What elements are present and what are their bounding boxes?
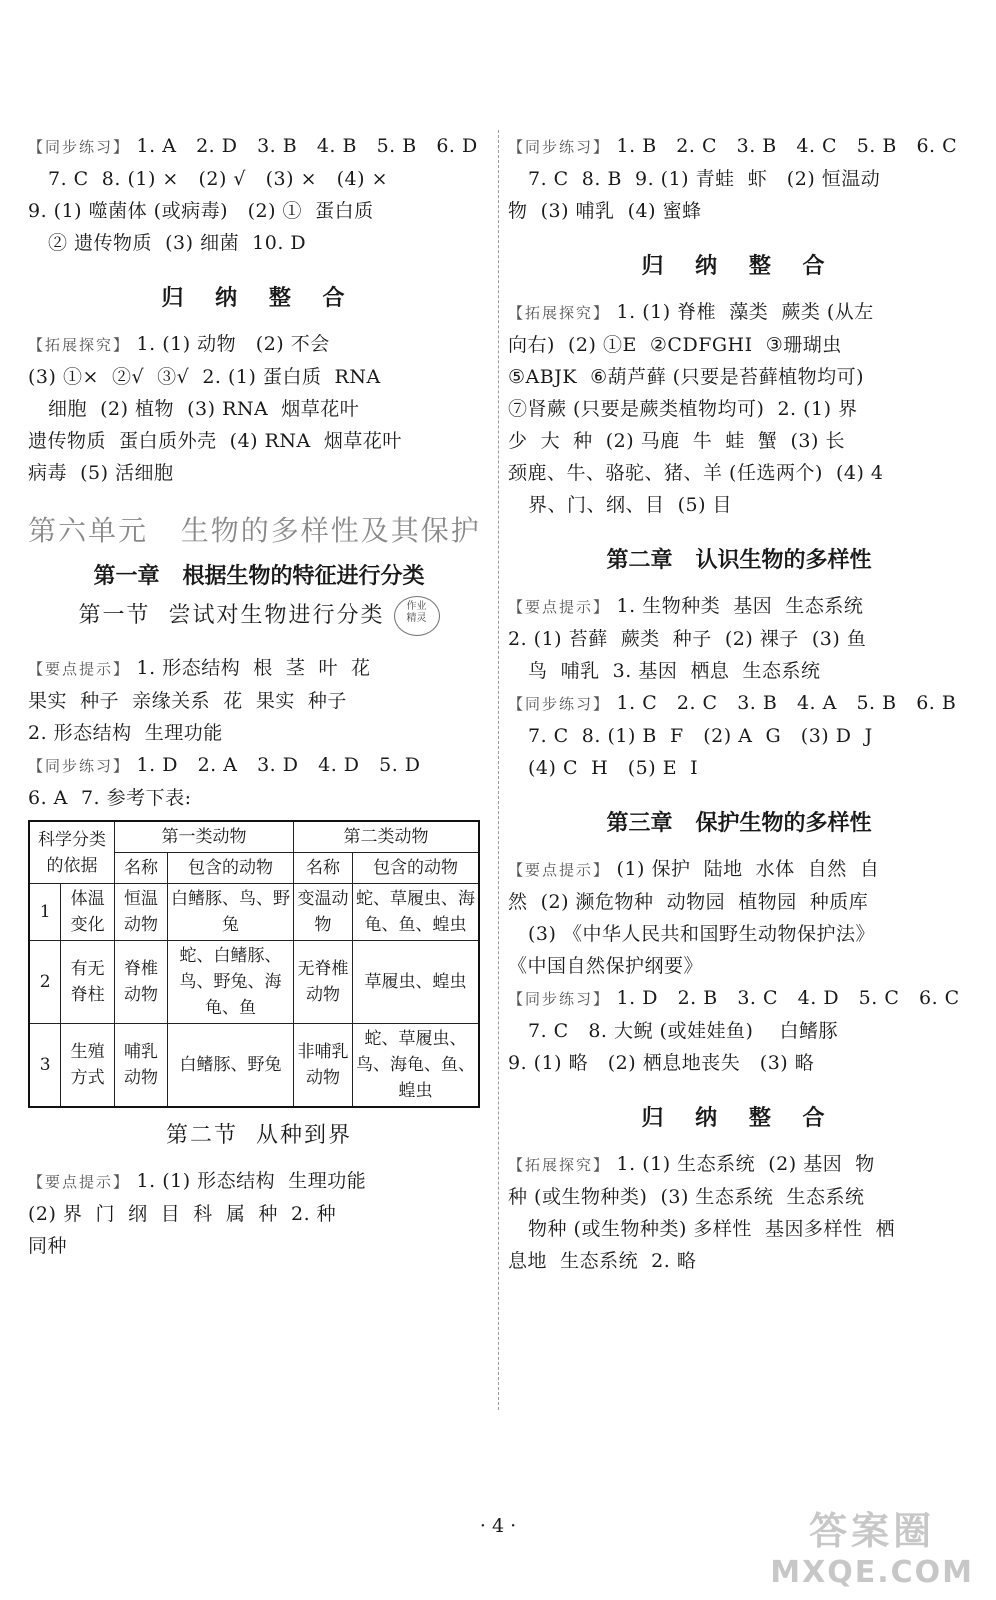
- header-basis: 科学分类的依据: [29, 821, 115, 884]
- answer-line: 界、门、纲、目 (5) 目: [528, 494, 733, 516]
- chapter-title: 第一章 根据生物的特征进行分类: [93, 564, 425, 589]
- table-cell: 蛇、草履虫、海龟、鱼、蝗虫: [353, 884, 480, 941]
- sync-practice-block: [508, 130, 970, 227]
- answer-line: 同种: [28, 1235, 68, 1257]
- header-name: 名称: [294, 853, 353, 884]
- answer-line: 7. C 8. B 9. (1) 青蛙 虾 (2) 恒温动: [528, 168, 881, 190]
- block-tag: 【同步练习】: [28, 138, 131, 156]
- table-cell: 体温变化: [61, 884, 115, 941]
- table-cell: 脊椎动物: [115, 941, 168, 1024]
- block-tag: 【要点提示】: [508, 598, 611, 616]
- answer-line: 1. B 2. C 3. B 4. C 5. B 6. C: [610, 135, 958, 157]
- block-tag: 【要点提示】: [28, 660, 131, 678]
- sync-practice-block: [28, 130, 490, 259]
- answer-line: 遗传物质 蛋白质外壳 (4) RNA 烟草花叶: [28, 430, 402, 452]
- header-name: 名称: [115, 853, 168, 884]
- explore-block: [508, 296, 970, 521]
- answer-line: 1. A 2. D 3. B 4. B 5. B 6. D: [130, 135, 478, 157]
- answer-line: 少 大 种 (2) 马鹿 牛 蛙 蟹 (3) 长: [508, 430, 845, 452]
- answer-line: 2. (1) 苔藓 蕨类 种子 (2) 裸子 (3) 鱼: [508, 628, 867, 650]
- watermark-bottom: MXQE.COM: [770, 1555, 974, 1590]
- answer-line: 7. C 8. (1) B F (2) A G (3) D J: [528, 725, 873, 747]
- table-cell: 有无脊柱: [61, 941, 115, 1024]
- answer-line: 息地 生态系统 2. 略: [508, 1250, 697, 1272]
- answer-line: 向右) (2) ①E ②CDFGHI ③珊瑚虫: [508, 334, 842, 356]
- answer-line: 6. A 7. 参考下表:: [28, 787, 192, 809]
- answer-line: 1. D 2. B 3. C 4. D 5. C 6. C: [610, 987, 960, 1009]
- answer-line: 1. C 2. C 3. B 4. A 5. B 6. B: [610, 692, 957, 714]
- answer-line: 7. C 8. 大鲵 (或娃娃鱼) 白鳍豚: [528, 1020, 839, 1042]
- chapter-title: 第二章 认识生物的多样性: [606, 548, 872, 573]
- keypoints-block: [28, 1165, 490, 1262]
- unit-title: 第六单元 生物的多样性及其保护: [28, 514, 481, 547]
- block-tag: 【同步练习】: [28, 757, 131, 775]
- explore-block: [28, 328, 490, 489]
- answer-line: (4) C H (5) E I: [528, 757, 699, 779]
- answer-line: 1. (1) 脊椎 藻类 蕨类 (从左: [610, 301, 874, 323]
- explore-block: [508, 1148, 970, 1277]
- table-cell: 生殖方式: [61, 1024, 115, 1108]
- answer-line: 病毒 (5) 活细胞: [28, 462, 174, 484]
- answer-line: 果实 种子 亲缘关系 花 果实 种子: [28, 690, 347, 712]
- table-cell: 蛇、草履虫、鸟、海龟、鱼、蝗虫: [353, 1024, 480, 1108]
- section-title: 第二节 从种到界: [166, 1123, 352, 1148]
- header-class1: 第一类动物: [115, 821, 294, 853]
- table-cell: 白鳍豚、野兔: [168, 1024, 294, 1108]
- sync-practice-block: [508, 982, 970, 1079]
- answer-line: 《中国自然保护纲要》: [508, 955, 704, 977]
- table-cell: 无脊椎动物: [294, 941, 353, 1024]
- table-row: [29, 1024, 479, 1108]
- left-column: [28, 130, 490, 1262]
- answer-line: 物 (3) 哺乳 (4) 蜜蜂: [508, 200, 702, 222]
- summary-heading: 归 纳 整 合: [641, 1106, 837, 1131]
- table-row: [29, 884, 479, 941]
- table-cell: 变温动物: [294, 884, 353, 941]
- page-number: · 4 ·: [479, 1515, 517, 1537]
- table-cell: 1: [29, 884, 61, 941]
- answer-line: 鸟 哺乳 3. 基因 栖息 生态系统: [528, 660, 821, 682]
- table-cell: 白鳍豚、鸟、野兔: [168, 884, 294, 941]
- block-tag: 【同步练习】: [508, 990, 611, 1008]
- table-cell: 哺乳动物: [115, 1024, 168, 1108]
- block-tag: 【同步练习】: [508, 695, 611, 713]
- table-cell: 3: [29, 1024, 61, 1108]
- block-tag: 【同步练习】: [508, 138, 611, 156]
- watermark-logo: [770, 1500, 974, 1590]
- block-tag: 【要点提示】: [28, 1173, 131, 1191]
- block-tag: 【拓展探究】: [508, 1156, 611, 1174]
- summary-heading: 归 纳 整 合: [161, 286, 357, 311]
- chapter-title: 第三章 保护生物的多样性: [606, 811, 872, 836]
- answer-line: (2) 界 门 纲 目 科 属 种 2. 种: [28, 1203, 337, 1225]
- answer-line: 1. (1) 形态结构 生理功能: [130, 1170, 367, 1192]
- summary-heading: 归 纳 整 合: [641, 254, 837, 279]
- column-divider: [498, 130, 499, 1410]
- answer-line: 颈鹿、牛、骆驼、猪、羊 (任选两个) (4) 4: [508, 462, 884, 484]
- answer-line: 1. (1) 动物 (2) 不会: [130, 333, 330, 355]
- table-cell: 蛇、白鳍豚、鸟、野兔、海龟、鱼: [168, 941, 294, 1024]
- section-title: [28, 596, 490, 636]
- answer-line: 7. C 8. (1) × (2) √ (3) × (4) ×: [48, 168, 388, 190]
- answer-line: 然 (2) 濒危物种 动物园 植物园 种质库: [508, 891, 869, 913]
- stamp-logo: 作业 精灵: [394, 596, 440, 636]
- answer-line: ② 遗传物质 (3) 细菌 10. D: [48, 232, 307, 254]
- answer-line: 9. (1) 噬菌体 (或病毒) (2) ① 蛋白质: [28, 200, 374, 222]
- sync-practice-block: [28, 749, 490, 814]
- header-include: 包含的动物: [353, 853, 480, 884]
- section-title-text: 第一节 尝试对生物进行分类: [78, 603, 385, 628]
- header-class2: 第二类动物: [294, 821, 480, 853]
- right-column: [508, 130, 970, 1277]
- answer-line: (3) 《中华人民共和国野生动物保护法》: [528, 923, 875, 945]
- answer-line: (3) ①× ②√ ③√ 2. (1) 蛋白质 RNA: [28, 366, 381, 388]
- answer-line: 细胞 (2) 植物 (3) RNA 烟草花叶: [48, 398, 360, 420]
- keypoints-block: [508, 590, 970, 687]
- answer-line: 9. (1) 略 (2) 栖息地丧失 (3) 略: [508, 1052, 815, 1074]
- block-tag: 【拓展探究】: [508, 304, 611, 322]
- classification-table: [28, 820, 480, 1108]
- table-cell: 恒温动物: [115, 884, 168, 941]
- answer-line: 种 (或生物种类) (3) 生态系统 生态系统: [508, 1186, 865, 1208]
- answer-line: 物种 (或生物种类) 多样性 基因多样性 栖: [528, 1218, 896, 1240]
- answer-line: 1. 形态结构 根 茎 叶 花: [130, 657, 371, 679]
- header-include: 包含的动物: [168, 853, 294, 884]
- block-tag: 【要点提示】: [508, 861, 611, 879]
- watermark-top: 答案圈: [809, 1509, 936, 1553]
- answer-line: 1. 生物种类 基因 生态系统: [610, 595, 864, 617]
- block-tag: 【拓展探究】: [28, 336, 131, 354]
- sync-practice-block: [508, 687, 970, 784]
- answer-line: 1. (1) 生态系统 (2) 基因 物: [610, 1153, 875, 1175]
- keypoints-block: [28, 652, 490, 749]
- answer-line: ⑤ABJK ⑥葫芦藓 (只要是苔藓植物均可): [508, 366, 865, 388]
- answer-line: (1) 保护 陆地 水体 自然 自: [610, 858, 880, 880]
- keypoints-block: [508, 853, 970, 982]
- table-row: [29, 941, 479, 1024]
- table-cell: 草履虫、蝗虫: [353, 941, 480, 1024]
- table-cell: 非哺乳动物: [294, 1024, 353, 1108]
- answer-line: ⑦肾蕨 (只要是蕨类植物均可) 2. (1) 界: [508, 398, 858, 420]
- answer-line: 1. D 2. A 3. D 4. D 5. D: [130, 754, 421, 776]
- answer-line: 2. 形态结构 生理功能: [28, 722, 223, 744]
- table-cell: 2: [29, 941, 61, 1024]
